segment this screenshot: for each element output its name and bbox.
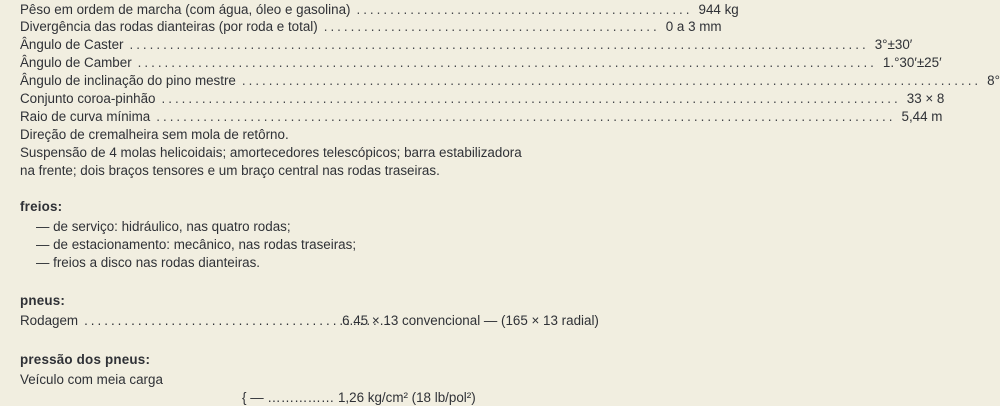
list-item: — freios a disco nas rodas dianteiras. — [36, 255, 261, 270]
spec-row — [20, 109, 943, 125]
spec-value: 0 a 3 mm — [665, 19, 722, 34]
list-item: — de estacionamento: mecânico, nas rodas traseiras; — [36, 237, 357, 252]
spec-value: 5,44 m — [901, 109, 943, 124]
spec-label: Divergência das rodas dianteiras (por roda e total) — [20, 19, 318, 34]
spec-value: 944 kg — [698, 2, 739, 17]
note-line-cut-off: { — …………… 1,26 kg/cm² (18 lb/pol²) — [242, 390, 476, 405]
spec-value: 3°±30′ — [874, 37, 913, 52]
spec-label: Ângulo de inclinação do pino mestre — [20, 73, 236, 88]
spec-row — [20, 2, 739, 18]
dot-leader: .............................................................................................................. — [241, 73, 982, 88]
dot-leader: .............................................................................................................. — [137, 55, 877, 70]
spec-label: Rodagem — [20, 313, 79, 328]
spec-value: 1.°30′±25′ — [882, 55, 942, 70]
spec-value: 6.45 × 13 convencional — (165 × 13 radial) — [342, 313, 599, 328]
dot-leader: .............................................................................................................. — [161, 91, 901, 106]
spec-label: Ângulo de Camber — [20, 55, 132, 70]
spec-row — [20, 55, 942, 71]
spec-row — [20, 91, 945, 107]
spec-value: 8° — [987, 73, 1000, 88]
spec-row — [20, 19, 722, 35]
section-heading-pneus: pneus: — [20, 293, 66, 308]
dot-leader: .............................................. — [84, 313, 394, 328]
section-heading-freios: freios: — [20, 199, 63, 214]
spec-row — [20, 73, 1000, 89]
note-line: na frente; dois braços tensores e um braço central nas rodas traseiras. — [20, 163, 440, 178]
dot-leader: .............................................................................................................. — [129, 37, 869, 52]
spec-row — [20, 37, 913, 53]
dot-leader: .................................................. — [356, 2, 693, 17]
note-line: Suspensão de 4 molas helicoidais; amortecedores telescópicos; barra estabilizadora — [20, 145, 522, 160]
list-item: — de serviço: hidráulico, nas quatro rodas; — [36, 219, 291, 234]
dot-leader: .............................................................................................................. — [156, 109, 896, 124]
spec-value: 33 × 8 — [906, 91, 945, 106]
note-line: Veículo com meia carga — [20, 372, 163, 387]
spec-label: Raio de curva mínima — [20, 109, 151, 124]
spec-label: Ângulo de Caster — [20, 37, 124, 52]
note-line: Direção de cremalheira sem mola de retôrno. — [20, 127, 289, 142]
spec-label: Conjunto coroa-pinhão — [20, 91, 156, 106]
section-heading-pressao: pressão dos pneus: — [20, 352, 151, 367]
dot-leader: .................................................. — [323, 19, 660, 34]
spec-label: Pêso em ordem de marcha (com água, óleo e gasolina) — [20, 2, 351, 17]
spec-row — [20, 313, 630, 329]
